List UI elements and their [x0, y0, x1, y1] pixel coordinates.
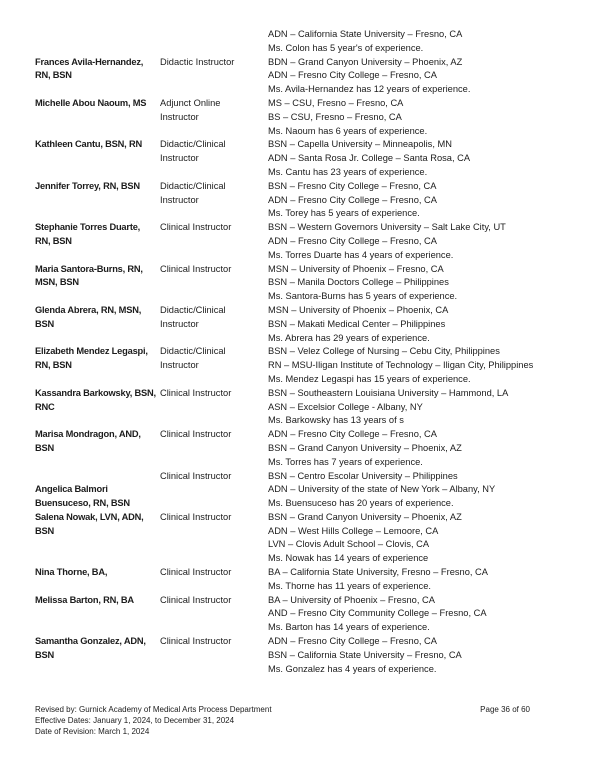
name-cell	[35, 594, 160, 608]
table-row	[35, 345, 575, 386]
faculty-credential-line: Ms. Torres has 7 years of experience.	[268, 456, 423, 467]
faculty-title-line: Didactic/Clinical	[160, 180, 226, 191]
faculty-table	[35, 28, 575, 676]
table-row	[35, 263, 575, 304]
title-cell	[160, 304, 268, 332]
faculty-credential-line: Ms. Torey has 5 years of experience.	[268, 208, 420, 219]
faculty-title-line: Clinical Instructor	[160, 222, 232, 233]
faculty-credential-line: Ms. Barton has 14 years of experience.	[268, 622, 430, 633]
faculty-credential-line: BSN – California State University – Fresno, CA	[268, 649, 462, 660]
faculty-title-line: Clinical Instructor	[160, 263, 232, 274]
table-row	[35, 28, 575, 56]
faculty-credential-line: ADN – Fresno City College – Fresno, CA	[268, 636, 437, 647]
page-footer	[35, 704, 530, 737]
faculty-credential-line: BA – California State University, Fresno – Fresno, CA	[268, 567, 488, 578]
faculty-credential-line: Ms. Gonzalez has 4 years of experience.	[268, 663, 437, 674]
faculty-credential-line: Ms. Mendez Legaspi has 15 years of experience.	[268, 373, 471, 384]
title-cell	[160, 345, 268, 373]
faculty-credential-line: BSN – Centro Escolar University – Philippines	[268, 470, 458, 481]
footer-page-number: Page 36 of 60	[480, 705, 530, 714]
faculty-name-line: MSN, BSN	[35, 277, 79, 288]
title-cell	[160, 180, 268, 208]
faculty-name-line: Salena Nowak, LVN, ADN,	[35, 511, 144, 522]
faculty-title-line: Instructor	[160, 360, 199, 371]
title-cell	[160, 387, 268, 401]
faculty-name-line: BSN	[35, 649, 55, 660]
details-cell	[268, 28, 575, 56]
title-cell	[160, 138, 268, 166]
faculty-credential-line: ADN – Fresno City College – Fresno, CA	[268, 235, 437, 246]
name-cell	[35, 56, 160, 84]
faculty-name-line: Frances Avila-Hernandez,	[35, 56, 144, 67]
faculty-name-line: Angelica Balmori	[35, 484, 108, 495]
faculty-name-line: Jennifer Torrey, RN, BSN	[35, 180, 140, 191]
faculty-title-line: Clinical Instructor	[160, 636, 232, 647]
faculty-title-line: Didactic/Clinical	[160, 304, 226, 315]
faculty-title-line: Didactic Instructor	[160, 56, 235, 67]
faculty-credential-line: AND – Fresno City Community College – Fresno, CA	[268, 608, 487, 619]
details-cell	[268, 138, 575, 179]
faculty-name-line: Melissa Barton, RN, BA	[35, 594, 134, 605]
faculty-title-line: Instructor	[160, 111, 199, 122]
faculty-name-line: Maria Santora-Burns, RN,	[35, 263, 143, 274]
faculty-name-line: Marisa Mondragon, AND,	[35, 429, 141, 440]
name-cell	[35, 304, 160, 332]
faculty-credential-line: LVN – Clovis Adult School – Clovis, CA	[268, 539, 430, 550]
faculty-credential-line: ADN – West Hills College – Lemoore, CA	[268, 525, 439, 536]
faculty-title-line: Clinical Instructor	[160, 387, 232, 398]
title-cell	[160, 635, 268, 649]
faculty-name-line: Stephanie Torres Duarte,	[35, 222, 141, 233]
faculty-credential-line: BSN – Grand Canyon University – Phoenix, AZ	[268, 511, 462, 522]
name-cell	[35, 263, 160, 291]
faculty-credential-line: Ms. Abrera has 29 years of experience.	[268, 332, 430, 343]
faculty-credential-line: Ms. Colon has 5 year's of experience.	[268, 42, 424, 53]
table-row	[35, 511, 575, 566]
faculty-name-line: Michelle Abou Naoum, MS	[35, 97, 147, 108]
table-row	[35, 304, 575, 345]
faculty-title-line: Didactic/Clinical	[160, 346, 226, 357]
faculty-title-line: Clinical Instructor	[160, 594, 232, 605]
details-cell	[268, 221, 575, 262]
table-row	[35, 470, 575, 511]
faculty-name-line	[35, 470, 160, 484]
faculty-credential-line: BSN – Southeastern Louisiana University – Hammond, LA	[268, 387, 509, 398]
details-cell	[268, 387, 575, 428]
faculty-name-line: Buensuceso, RN, BSN	[35, 498, 130, 509]
faculty-credential-line: Ms. Barkowsky has 13 years of s	[268, 415, 404, 426]
faculty-credential-line: Ms. Avila-Hernandez has 12 years of experience.	[268, 84, 471, 95]
faculty-name-line: Glenda Abrera, RN, MSN,	[35, 304, 142, 315]
details-cell	[268, 428, 575, 469]
faculty-title-line: Clinical Instructor	[160, 567, 232, 578]
faculty-name-line: Nina Thorne, BA,	[35, 567, 108, 578]
faculty-name-line: BSN	[35, 525, 55, 536]
faculty-credential-line: BSN – Grand Canyon University – Phoenix, AZ	[268, 442, 462, 453]
details-cell	[268, 511, 575, 566]
faculty-credential-line: MS – CSU, Fresno – Fresno, CA	[268, 97, 404, 108]
faculty-credential-line: ADN – Fresno City College – Fresno, CA	[268, 194, 437, 205]
table-row	[35, 56, 575, 97]
table-row	[35, 594, 575, 635]
title-cell	[160, 511, 268, 525]
title-cell	[160, 97, 268, 125]
details-cell	[268, 56, 575, 97]
title-cell	[160, 594, 268, 608]
faculty-name-line: Kassandra Barkowsky, BSN,	[35, 387, 156, 398]
table-row	[35, 97, 575, 138]
title-cell	[160, 470, 268, 484]
faculty-credential-line: Ms. Cantu has 23 years of experience.	[268, 166, 428, 177]
faculty-credential-line: BSN – Western Governors University – Salt Lake City, UT	[268, 222, 506, 233]
faculty-credential-line: BS – CSU, Fresno – Fresno, CA	[268, 111, 402, 122]
details-cell	[268, 263, 575, 304]
details-cell	[268, 345, 575, 386]
details-cell	[268, 635, 575, 676]
faculty-credential-line: BSN – Manila Doctors College – Philippines	[268, 277, 449, 288]
faculty-credential-line: BSN – Makati Medical Center – Philippines	[268, 318, 446, 329]
footer-effective-dates: Effective Dates: January 1, 2024, to December 31, 2024	[35, 716, 235, 725]
faculty-credential-line: BSN – Velez College of Nursing – Cebu City, Philippines	[268, 346, 500, 357]
faculty-name-line: BSN	[35, 442, 55, 453]
name-cell	[35, 180, 160, 194]
name-cell	[35, 511, 160, 539]
footer-revised-by: Revised by: Gurnick Academy of Medical Arts Process Department	[35, 705, 272, 714]
faculty-credential-line: Ms. Nowak has 14 years of experience	[268, 553, 429, 564]
faculty-credential-line: MSN – University of Phoenix – Fresno, CA	[268, 263, 444, 274]
faculty-credential-line: MSN – University of Phoenix – Phoenix, CA	[268, 304, 449, 315]
name-cell	[35, 428, 160, 456]
faculty-credential-line: BA – University of Phoenix – Fresno, CA	[268, 594, 435, 605]
faculty-title-line: Instructor	[160, 318, 199, 329]
table-row	[35, 138, 575, 179]
name-cell	[35, 635, 160, 663]
faculty-name-line: Kathleen Cantu, BSN, RN	[35, 139, 142, 150]
faculty-credential-line: Ms. Naoum has 6 years of experience.	[268, 125, 428, 136]
faculty-credential-line: ADN – California State University – Fresno, CA	[268, 29, 463, 39]
faculty-credential-line: ADN – Santa Rosa Jr. College – Santa Rosa, CA	[268, 153, 471, 164]
faculty-name-line: Samantha Gonzalez, ADN,	[35, 636, 146, 647]
faculty-credential-line: BSN – Fresno City College – Fresno, CA	[268, 180, 437, 191]
faculty-name-line: RN, BSN	[35, 70, 72, 81]
table-row	[35, 221, 575, 262]
faculty-credential-line: Ms. Thorne has 11 years of experience.	[268, 580, 431, 591]
faculty-name-line: BSN	[35, 318, 55, 329]
faculty-credential-line: ADN – Fresno City College – Fresno, CA	[268, 70, 437, 81]
name-cell	[35, 470, 160, 511]
name-cell	[35, 221, 160, 249]
name-cell	[35, 97, 160, 111]
details-cell	[268, 566, 575, 594]
faculty-credential-line: BSN – Capella University – Minneapolis, MN	[268, 139, 452, 150]
table-row	[35, 428, 575, 469]
title-cell	[160, 566, 268, 580]
footer-date-of-revision: Date of Revision: March 1, 2024	[35, 727, 150, 736]
title-cell	[160, 56, 268, 70]
details-cell	[268, 304, 575, 345]
faculty-title-line: Adjunct Online	[160, 97, 221, 108]
details-cell	[268, 594, 575, 635]
faculty-title-line: Clinical Instructor	[160, 511, 232, 522]
details-cell	[268, 180, 575, 221]
details-cell	[268, 470, 575, 511]
faculty-credential-line: Ms. Buensuceso has 20 years of experience.	[268, 498, 454, 509]
faculty-name-line: RN, BSN	[35, 360, 72, 371]
title-cell	[160, 221, 268, 235]
faculty-credential-line: ADN – Fresno City College – Fresno, CA	[268, 429, 437, 440]
faculty-credential-line: Ms. Torres Duarte has 4 years of experience.	[268, 249, 454, 260]
faculty-name-line: RNC	[35, 401, 55, 412]
faculty-title-line: Clinical Instructor	[160, 429, 232, 440]
faculty-title-line: Instructor	[160, 153, 199, 164]
faculty-title-line: Didactic/Clinical	[160, 139, 226, 150]
faculty-credential-line: RN – MSU-Iligan Institute of Technology – Iligan City, Philippines	[268, 360, 534, 371]
faculty-credential-line: ASN – Excelsior College - Albany, NY	[268, 401, 423, 412]
title-cell	[160, 428, 268, 442]
faculty-credential-line: ADN – University of the state of New York – Albany, NY	[268, 484, 496, 495]
name-cell	[35, 566, 160, 580]
table-row	[35, 180, 575, 221]
faculty-credential-line: Ms. Santora-Burns has 5 years of experience.	[268, 291, 458, 302]
name-cell	[35, 138, 160, 152]
faculty-name-line: Elizabeth Mendez Legaspi,	[35, 346, 148, 357]
faculty-title-line: Instructor	[160, 194, 199, 205]
footer-info-block	[35, 704, 272, 737]
table-row	[35, 635, 575, 676]
faculty-name-line: RN, BSN	[35, 235, 72, 246]
faculty-credential-line: BDN – Grand Canyon University – Phoenix, AZ	[268, 56, 463, 67]
table-row	[35, 387, 575, 428]
faculty-title-line: Clinical Instructor	[160, 470, 232, 481]
title-cell	[160, 263, 268, 277]
name-cell	[35, 387, 160, 415]
name-cell	[35, 345, 160, 373]
details-cell	[268, 97, 575, 138]
table-row	[35, 566, 575, 594]
